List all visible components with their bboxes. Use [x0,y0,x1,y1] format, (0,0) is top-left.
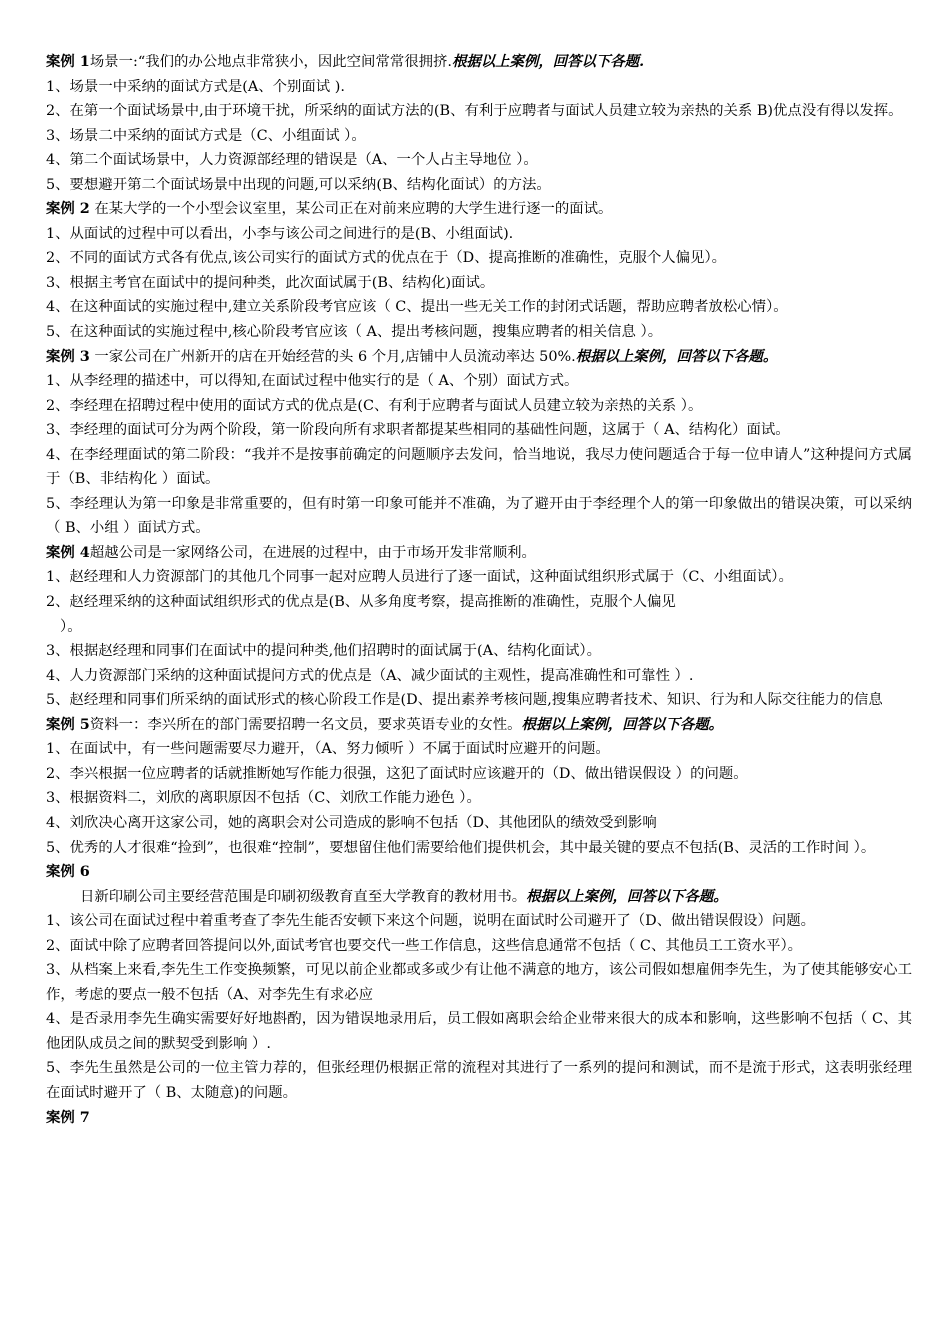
case-4-question-2: 2、赵经理采纳的这种面试组织形式的优点是(B、从多角度考察，提高推断的准确性，克服个人偏见 [46,594,676,611]
case-5-heading [46,713,912,738]
case-5-question-5: 5、优秀的人才很难“捡到”，也很难“控制”，要想留住他们需要给他们提供机会，其中最关键的要点不包括(B、灵活的工作时间 ）。 [46,839,876,856]
case-6-question-3: 3、从档案上来看,李先生工作变换频繁，可见以前企业都或多或少有让他不满意的地方，该公司假如想雇佣李先生，为了使其能够安心工作，考虑的要点一般不包括（A、对李先生有求必应 [46,962,912,1003]
case-5-question-1: 1、在面试中，有一些问题需要尽力避开，（A、努力倾听 ）不属于面试时应避开的问题。 [46,741,610,758]
case-1-question-4: 4、第二个面试场景中，人力资源部经理的错误是（A、一个人占主导地位 ）。 [46,152,538,169]
case-4-question-1: 1、赵经理和人力资源部门的其他几个同事一起对应聘人员进行了逐一面试，这种面试组织形式属于（C、小组面试）。 [46,569,793,586]
case-4-heading [46,541,912,566]
case-label: 案例 5 [46,715,90,733]
case-5-question-4: 4、刘欣决心离开这家公司，她的离职会对公司造成的影响不包括（D、其他团队的绩效受到影响 [46,814,657,831]
case-intro: 一家公司在广州新开的店在开始经营的头 6 个月,店铺中人员流动率达 50%. [89,348,576,365]
case-6-question-4: 4、是否录用李先生确实需要好好地斟酌，因为错误地录用后，员工假如离职会给企业带来很大的成本和影响，这些影响不包括（ C、其他团队成员之间的默契受到影响 ）. [46,1011,912,1052]
case-2-question-3: 3、根据主考官在面试中的提问种类，此次面试属于(B、结构化)面试。 [46,274,495,291]
case-label: 案例 2 [46,200,90,218]
case-2-question-5: 5、在这种面试的实施过程中,核心阶段考官应该（ A、提出考核问题，搜集应聘者的相关信息 ）。 [46,324,663,341]
case-6-intro [46,885,912,910]
case-3-question-2: 2、李经理在招聘过程中使用的面试方式的优点是(C、有利于应聘者与面试人员建立较为亲热的关系 ）。 [46,397,703,414]
case-label: 案例 4 [46,543,90,561]
document-page [46,50,912,1130]
case-4-question-2-cont: ）。 [60,618,82,635]
case-7-heading [46,1106,912,1131]
case-label: 案例 3 [46,347,90,365]
case-6-question-1: 1、该公司在面试过程中着重考查了李先生能否安顿下来这个问题，说明在面试时公司避开了（D、做出错误假设）问题。 [46,913,816,930]
case-6-heading [46,860,912,885]
case-6-question-5: 5、李先生虽然是公司的一位主管力荐的，但张经理仍根据正常的流程对其进行了一系列的提问和测试，而不是流于形式，这表明张经理在面试时避开了（ B、太随意)的问题。 [46,1060,912,1101]
case-instruction: 根据以上案例，回答以下各题。 [526,887,728,905]
case-1-question-1: 1、场景一中采纳的面试方式是(A、个别面试 ). [46,78,345,95]
case-intro: 场景一:“我们的办公地点非常狭小，因此空间常常很拥挤. [89,54,452,70]
case-4-question-3: 3、根据赵经理和同事们在面试中的提问种类,他们招聘时的面试属于(A、结构化面试）。 [46,643,601,660]
case-2-heading [46,197,912,222]
case-label: 案例 1 [46,53,90,70]
case-5-question-2: 2、李兴根据一位应聘者的话就推断她写作能力很强，这犯了面试时应该避开的（D、做出错误假设 ）的问题。 [46,765,748,782]
case-6-question-2: 2、面试中除了应聘者回答提问以外,面试考官也要交代一些工作信息，这些信息通常不包括（ C、其他员工工资水平）。 [46,937,803,954]
case-instruction: 根据以上案例，回答以下各题. [451,53,645,70]
case-2-question-4: 4、在这种面试的实施过程中,建立关系阶段考官应该（ C、提出一些无关工作的封闭式话题，帮助应聘者放松心情）。 [46,299,788,316]
case-3-question-5: 5、李经理认为第一印象是非常重要的，但有时第一印象可能并不准确，为了避开由于李经理个人的第一印象做出的错误决策，可以采纳（ B、小组 ）面试方式。 [46,495,912,537]
case-intro: 资料一：李兴所在的部门需要招聘一名文员，要求英语专业的女性。 [89,716,522,733]
case-1-heading [46,50,912,75]
case-2-question-1: 1、从面试的过程中可以看出，小李与该公司之间进行的是(B、小组面试). [46,225,514,242]
case-2-question-2: 2、不同的面试方式各有优点,该公司实行的面试方式的优点在于（D、提高推断的准确性，克服个人偏见）。 [46,250,727,267]
case-intro: 在某大学的一个小型会议室里，某公司正在对前来应聘的大学生进行逐一的面试。 [89,201,613,218]
case-1-question-2: 2、在第一个面试场景中,由于环境干扰，所采纳的面试方法的(B、有利于应聘者与面试人员建立较为亲热的关系 B)优点没有得以发挥。 [46,103,903,120]
case-1-question-3: 3、场景二中采纳的面试方式是（C、小组面试 ）。 [46,127,366,144]
case-3-question-4: 4、在李经理面试的第二阶段：“我并不是按事前确定的问题顺序去发问，恰当地说，我尽力使问题适合于每一位申请人”这种提问方式属于（B、非结构化 ）面试。 [46,446,912,488]
case-intro: 日新印刷公司主要经营范围是印刷初级教育直至大学教育的教材用书。 [80,888,527,905]
case-4-question-4: 4、人力资源部门采纳的这种面试提问方式的优点是（A、减少面试的主观性，提高准确性和可靠性 ）. [46,667,694,684]
case-3-question-3: 3、李经理的面试可分为两个阶段，第一阶段向所有求职者都提某些相同的基础性问题，这属于（ A、结构化）面试。 [46,422,790,439]
case-5-question-3: 3、根据资料二，刘欣的离职原因不包括（C、刘欣工作能力逊色 ）。 [46,790,481,807]
case-label: 案例 7 [46,1108,90,1126]
case-instruction: 根据以上案例，回答以下各题。 [521,715,724,733]
case-instruction: 根据以上案例，回答以下各题。 [575,347,778,365]
case-3-heading [46,345,912,370]
case-1-question-5: 5、要想避开第二个面试场景中出现的问题,可以采纳(B、结构化面试）的方法。 [46,176,551,193]
case-label: 案例 6 [46,863,90,881]
case-3-question-1: 1、从李经理的描述中，可以得知,在面试过程中他实行的是（ A、个别）面试方式。 [46,373,579,390]
case-intro: 超越公司是一家网络公司，在进展的过程中，由于市场开发非常顺利。 [89,544,536,561]
case-4-question-5: 5、赵经理和同事们所采纳的面试形式的核心阶段工作是(D、提出素养考核问题,搜集应聘者技术、知识、行为和人际交往能力的信息 [46,692,883,709]
